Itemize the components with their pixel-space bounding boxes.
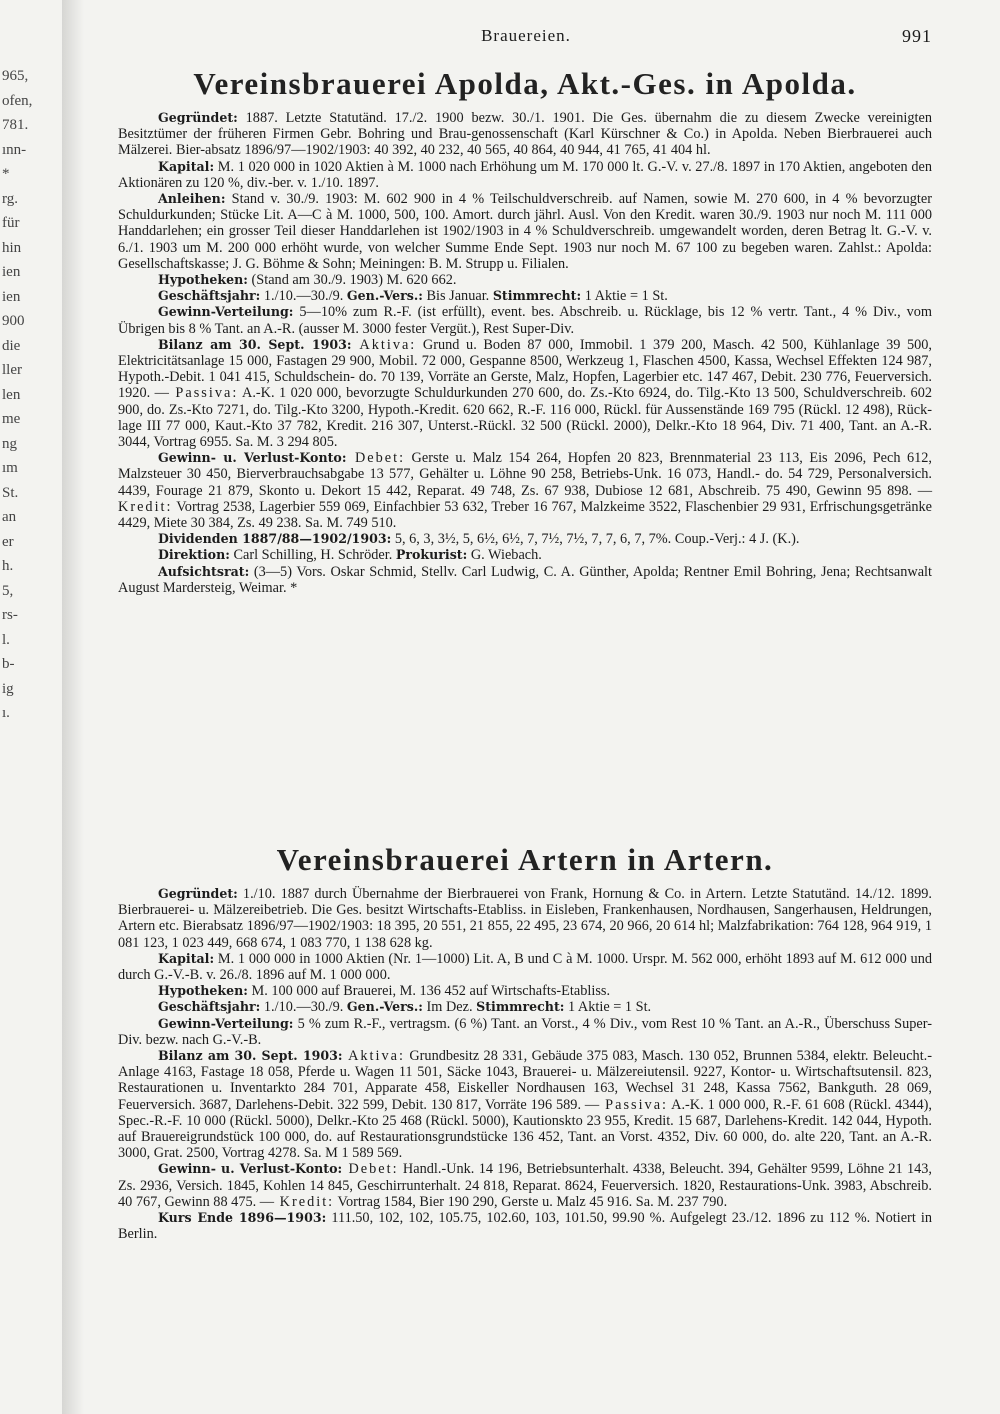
field-label: Gegründet: — [158, 110, 238, 125]
field-text: 5—10% zum R.-F. (ist erfüllt), event. bes. Abschreib. u. Rücklage, bis 12 % vertr. Tant., 4 % Div., vom Übrigen bis 8 % Tant. an A.-R. (ausser M. 3000 fester Vergüt.), Rest Super-Div. — [118, 304, 932, 337]
margin-fragment: 965, — [2, 68, 29, 84]
section-label: Kredit: — [118, 498, 173, 515]
margin-fragment: für — [2, 215, 20, 231]
field-text: Gerste u. Malz 154 264, Hopfen 20 823, Brennmaterial 23 113, Eis 2096, Pech 612, Malzsteuer 30 450, Bierverbrauchsabgabe 13 577, Gehälter u. Löhne 90 258, Betriebs-Unk. 16 073, Handl.- do. 54 729, Personalversich. 4439, Fourage 21 879, Skonto u. Dekort 15 442, Reparat. 49 748, Zs. 67 938, Dubiose 12 681, Abschreib. 75 490, Gewinn 95 898. — — [118, 450, 933, 499]
entry-paragraph — [118, 999, 932, 1015]
margin-fragment: ng — [2, 435, 17, 452]
margin-fragment: ien — [2, 288, 21, 305]
field-text: 1 Aktie = 1 St. — [581, 288, 668, 305]
entry-title: Vereinsbrauerei Apolda, Akt.-Ges. in Apolda. — [193, 66, 857, 101]
section-label: Aktiva: — [351, 336, 417, 353]
margin-fragment: ım — [2, 460, 18, 476]
field-text: Bis Januar. — [422, 288, 493, 305]
margin-fragment: St. — [2, 484, 19, 501]
margin-fragment: ig — [2, 680, 14, 697]
field-label: Prokurist: — [395, 547, 468, 563]
field-label: Aufsichtsrat: — [158, 563, 250, 579]
field-label: Anleihen: — [158, 191, 226, 207]
margin-fragment: 900 — [2, 313, 25, 329]
entry-paragraph — [118, 1048, 932, 1161]
entry-paragraph — [118, 531, 932, 547]
margin-fragment: ller — [2, 362, 22, 378]
margin-fragment: ofen, — [2, 92, 33, 109]
field-text: A.-K. 1 000 000, R.-F. 61 608 (Rückl. 4344), Spec.-R.-F. 10 000 (Rückl. 5000), Delkr.-Kto 25 468 (Rückl. 5000), Kautionskto 23 955, Kredit. 15 687, Darlehens-Kredit. 142 044, Hypoth. auf Brauereigrundstück 100 000, do. auf Restaurationsgrundstücke 136 452, Tant. an Vorst. 4352, Div. 60 000, do. alte 220, Tant. an A.-R. 3000, Grat. 2500, Vortrag 4278. Sa. M 1 589 569. — [118, 1096, 932, 1162]
field-text: M. 100 000 auf Brauerei, M. 136 452 auf Wirtschafts-Etabliss. — [247, 983, 611, 1000]
field-label: Bilanz am 30. Sept. 1903: — [158, 336, 352, 352]
entry-paragraph — [118, 547, 932, 563]
margin-fragment: me — [2, 411, 21, 427]
field-text: 1./10.—30./9. — [260, 999, 347, 1016]
field-text: Vortrag 2538, Lagerbier 559 069, Einfachbier 53 632, Treber 16 767, Malzkeime 3522, Flaschenbier 29 931, Erfrischungsgetränke 4429, Miete 30 384, Zs. 49 238. Sa. M. 749 510. — [118, 498, 932, 532]
gutter-shadow — [62, 0, 84, 1414]
margin-fragment: rg. — [2, 190, 18, 207]
section-label: Passiva: — [599, 1096, 669, 1113]
section-label: Debet: — [342, 1161, 399, 1178]
entry-title: Vereinsbrauerei Artern in Artern. — [276, 842, 774, 877]
entry-paragraph — [118, 564, 932, 596]
field-label: Gegründet: — [158, 886, 238, 901]
entry-paragraph — [118, 288, 932, 304]
running-head-title: Brauereien. — [481, 26, 571, 45]
field-text: Carl Schilling, H. Schröder. — [229, 547, 396, 564]
field-label: Stimmrecht: — [476, 999, 565, 1015]
field-text: Grund u. Boden 87 000, Immobil. 1 379 200, Masch. 42 500, Kühlanlage 39 500, Elektricitätsanlage 15 000, Fastagen 29 900, Mobil. 72 000, Gespanne 8500, Werkzeug 1, Flaschen 4500, Kassa, Wechsel Effekten 124 987, Hypoth.-Debit. 1 041 415, Schuldschein- do. 70 139, Vorräte an Gerste, Malz, Hopfen, Lagerbier etc. 147 467, Debit. 230 776, Feuerversich. 1920. — — [118, 336, 932, 402]
margin-fragment: 781. — [2, 117, 29, 133]
field-text: Vortrag 1584, Bier 190 290, Gerste u. Malz 45 916. Sa. M. 237 790. — [334, 1193, 728, 1210]
entry-paragraph — [118, 1161, 932, 1210]
entry-paragraph — [118, 159, 932, 191]
field-label: Bilanz am 30. Sept. 1903: — [158, 1048, 343, 1064]
entry-paragraph — [118, 1210, 932, 1242]
entry-paragraph — [118, 450, 932, 531]
entry-paragraph — [118, 110, 932, 159]
field-text: G. Wiebach. — [467, 547, 542, 564]
field-label: Gewinn- u. Verlust-Konto: — [158, 1161, 343, 1177]
field-text: Stand v. 30./9. 1903: M. 602 900 in 4 % Teilschuldverschreib. auf Namen, sowie M. 270 600, in 4 % bevorzugter Schuldurkunden; Stücke Lit. A—C à M. 1000, 500, 100. Amort. durch jährl. Ausl. Von den Kredit. waren 30./9. 1903 nur noch M. 111 000 Handdarlehen; ein grosser Teil dieser Handdarlehen ist 1902/1903 in 4 % Schuldverschreib. umgewandelt worden, deren Betrag lt. G.-V. v. 6./1. 1903 um M. 200 000 erhöht wurde, von welcher Summe Ende Sept. 1903 nur noch M. 67 100 zu begeben waren. Zahlst.: Apolda: Gesellschaftskasse; J. G. Böhme & Sohn; Meiningen: B. M. Strupp u. Filialen. — [118, 191, 932, 272]
field-label: Kapital: — [158, 950, 215, 966]
section-label: Kredit: — [274, 1193, 335, 1210]
page-number: 991 — [902, 26, 932, 46]
section-label: Aktiva: — [342, 1048, 405, 1065]
entry-paragraph — [118, 886, 932, 951]
margin-fragment: len — [2, 386, 21, 403]
field-label: Kurs Ende 1896—1903: — [158, 1210, 327, 1226]
field-label: Gen.-Vers.: — [346, 288, 423, 304]
field-label: Hypotheken: — [158, 983, 248, 999]
field-text: M. 1 020 000 in 1020 Aktien à M. 1000 nach Erhöhung um M. 170 000 lt. G.-V. v. 27./8. 1897 in 170 Aktien, angeboten den Aktionären zu 120 %, div.-ber. v. 1./10. 1897. — [118, 158, 932, 191]
field-text: 5, 6, 3, 3½, 5, 6½, 6½, 7, 7½, 7½, 7, 7, 6, 7, 7%. Coup.-Verj.: 4 J. (K.). — [391, 531, 800, 548]
field-label: Dividenden 1887/88—1902/1903: — [158, 531, 392, 547]
entry-paragraph — [118, 983, 932, 999]
entry-paragraph — [118, 337, 932, 450]
field-label: Gewinn-Verteilung: — [158, 1015, 294, 1031]
field-label: Gen.-Vers.: — [346, 999, 423, 1015]
margin-fragment: l. — [2, 631, 10, 648]
margin-fragment: die — [2, 337, 21, 354]
field-label: Direktion: — [158, 547, 230, 563]
field-text: 1887. Letzte Statutänd. 17./2. 1900 bezw. 30./1. 1901. Die Ges. übernahm die zu diesem Zwecke vereinigten Besitztümer der früheren Firmen Gebr. Bohring und Brau-genossenschaft (Karl Kürschner & Co.) in Apolda. Neben Bierbrauerei auch Mälzerei. Bier-absatz 1896/97—1902/1903: 40 392, 40 232, 40 565, 40 864, 40 944, 41 765, 41 404 hl. — [118, 110, 932, 159]
field-text: 1./10. 1887 durch Übernahme der Bierbrauerei von Frank, Hornung & Co. in Artern. Letzte Statutänd. 14./12. 1899. Bierbrauerei- u. Mälzereibetrieb. Die Ges. besitzt Wirtschafts-Etabliss. in Eisleben, Frankenhausen, Nordhausen, Sangerhausen, Heldrungen, Artern etc. Bierabsatz 1896/97—1902/1903: 18 395, 20 551, 21 855, 22 495, 23 674, 20 966, 20 614 hl; Malzfabrikation: 764 128, 964 919, 1 081 123, 1 023 449, 668 674, 1 083 770, 1 138 628 kg. — [118, 886, 932, 951]
entry-paragraph — [118, 304, 932, 336]
entry-paragraph — [118, 951, 932, 983]
margin-fragment: 5, — [2, 582, 14, 599]
field-text: (3—5) Vors. Oskar Schmid, Stellv. Carl Ludwig, C. A. Günther, Apolda; Rentner Emil Bohring, Jena; Rechtsanwalt August Mardersteig, Weimar. * — [118, 563, 932, 596]
section-label: Passiva: — [168, 385, 239, 402]
field-text: Grundbesitz 28 331, Gebäude 375 083, Masch. 130 052, Brunnen 5384, elektr. Beleucht.-Anlage 4163, Fastage 18 058, Pferde u. Wagen 11 501, Säcke 1043, Brauerei- u. Mälzereiutensil. 9227, Kontor- u. Wirtschaftsutensil. 823, Restaurationen u. Inventarkto 284 701, Apparate 458, Eiskeller Nordhausen 163, Wechsel 31 248, Kassa 7562, Bankguth. 28 069, Feuerversich. 3687, Darlehens-Debit. 322 599, Debit. 130 817, Vorräte 196 589. — — [118, 1048, 932, 1113]
margin-fragment: ı. — [2, 705, 10, 721]
section-label: Debet: — [346, 450, 406, 467]
field-text: 1./10.—30./9. — [260, 288, 347, 305]
entry-paragraph — [118, 191, 932, 272]
field-text: (Stand am 30./9. 1903) M. 620 662. — [247, 272, 457, 289]
field-label: Geschäftsjahr: — [158, 999, 261, 1015]
field-text: 5 % zum R.-F., vertragsm. (6 %) Tant. an Vorst., 4 % Div., vom Rest 10 % Tant. an A.-R., Überschuss Super-Div. bezw. nach G.-V.-B. — [118, 1015, 932, 1048]
margin-fragment: hin — [2, 239, 22, 256]
margin-fragment: rs- — [2, 607, 18, 623]
margin-fragment: b- — [2, 656, 15, 672]
field-label: Kapital: — [158, 158, 215, 174]
margin-fragment: er — [2, 533, 14, 550]
margin-fragment: h. — [2, 558, 14, 574]
margin-fragment: ien — [2, 264, 21, 280]
field-text: 111.50, 102, 102, 105.75, 102.60, 103, 101.50, 99.90 %. Aufgelegt 23./12. 1896 zu 112 %. Notiert in Berlin. — [118, 1210, 932, 1243]
field-label: Geschäftsjahr: — [158, 288, 261, 304]
field-text: A.-K. 1 020 000, bevorzugte Schuldurkunden 270 600, do. Zs.-Kto 6924, do. Tilg.-Kto 13 500, Schuldverschreib. 602 900, do. Zs.-Kto 7271, do. Tilg.-Kto 3200, Hypoth.-Kredit. 620 662, R.-F. 116 000, Rückl. für Aussenstände 169 795 (Rückl. 12 498), Rück-lage III 77 000, Kaut.-Kto 37 782, Kredit. 216 307, Unterst.-Rückl. 32 500 (Rückl. 2000), Delkr.-Kto 18 964, Div. 71 400, Tant. an A.-R. 3044, Vortrag 6955. Sa. M. 3 294 805. — [118, 385, 933, 451]
field-label: Gewinn- u. Verlust-Konto: — [158, 450, 347, 466]
field-label: Gewinn-Verteilung: — [158, 304, 294, 320]
field-text: M. 1 000 000 in 1000 Aktien (Nr. 1—1000) Lit. A, B und C à M. 1000. Urspr. M. 562 000, erhöht 1893 auf M. 612 000 und durch G.-V.-B. v. 26./8. 1896 auf M. 1 000 000. — [118, 950, 932, 984]
field-label: Stimmrecht: — [492, 288, 582, 304]
entry-paragraph — [118, 1016, 932, 1048]
margin-fragment: an — [2, 509, 17, 525]
entry-paragraph — [118, 272, 932, 288]
field-text: 1 Aktie = 1 St. — [564, 999, 652, 1016]
company-entry-artern — [118, 842, 932, 1242]
margin-fragment: ınn- — [2, 141, 27, 158]
company-entry-apolda — [118, 66, 932, 596]
margin-fragment: * — [2, 166, 10, 182]
field-label: Hypotheken: — [158, 272, 248, 288]
field-text: Im Dez. — [422, 999, 477, 1016]
field-text: Handl.-Unk. 14 196, Betriebsunterhalt. 4338, Beleucht. 394, Gehälter 9599, Löhne 21 143, Zs. 2936, Versich. 1845, Kohlen 14 845, Geschirrunterhalt. 24 818, Reparat. 8624, Feuerversich. 1820, Restaurations-Unk. 3983, Abschreib. 40 767, Gewinn 88 475. — — [118, 1161, 933, 1210]
